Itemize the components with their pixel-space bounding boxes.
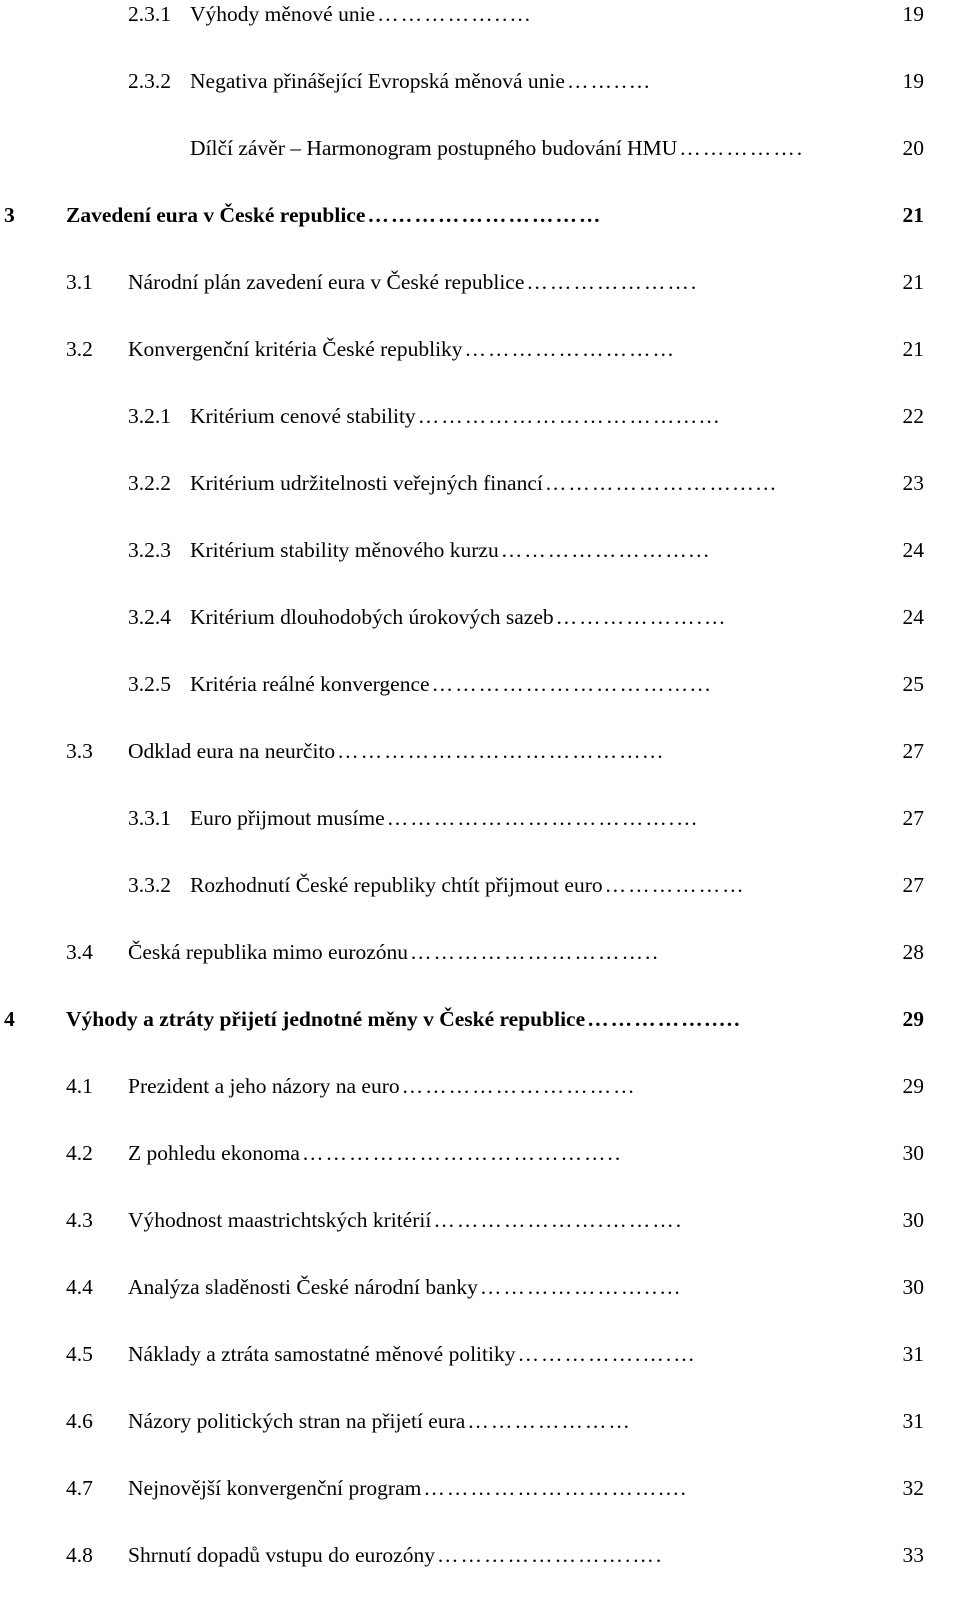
toc-entry-page: 21 [902,337,924,361]
toc-entry-number: 3.2.2 [128,471,171,495]
toc-entry-page: 19 [902,69,924,93]
toc-entry-title: Analýza sladěnosti České národní banky [128,1275,478,1299]
toc-entry-leader: ………………………………….. [301,1141,623,1165]
toc-entry-leader: …………………. [526,270,699,294]
toc-entry-title: Odklad eura na neurčito [128,739,336,763]
toc-entry-page: 24 [902,538,924,562]
toc-entry-page: 30 [902,1141,924,1165]
toc-entry-title: Shrnutí dopadů vstupu do eurozóny [128,1543,435,1567]
toc-entry-number: 3.2.5 [128,672,171,696]
toc-entry-title: Konvergenční kritéria České republiky [128,337,463,361]
toc-entry-page: 20 [902,136,924,160]
toc-entry-page: 27 [902,806,924,830]
toc-entry [0,1535,960,1575]
toc-entry-title: Prezident a jeho názory na euro [128,1074,400,1098]
toc-entry-title: Negativa přinášející Evropská měnová unie [190,69,565,93]
toc-entry-leader: ………………….………. [433,1208,684,1232]
toc-entry-title: Rozhodnutí České republiky chtít přijmout euro [190,873,603,897]
toc-entry-leader: ………………………….. [410,940,660,964]
toc-entry-title: Národní plán zavedení eura v České republice [128,270,525,294]
toc-entry [0,0,960,34]
toc-entry-title: Kritérium cenové stability [190,404,416,428]
toc-entry-title: Názory politických stran na přijetí eura [128,1409,466,1433]
toc-entry-leader: ……………………………...… [417,404,722,428]
toc-entry [0,128,960,168]
toc-entry-number: 4.2 [66,1141,93,1165]
toc-entry-leader: ……..… [566,69,653,93]
toc-entry [0,999,960,1039]
toc-entry-title: Náklady a ztráta samostatné měnové politiky [128,1342,516,1366]
toc-entry [0,1267,960,1307]
toc-entry-leader: …………….….… [517,1342,697,1366]
toc-entry-page: 32 [902,1476,924,1500]
toc-entry [0,61,960,101]
toc-entry-number: 4.5 [66,1342,93,1366]
toc-entry-leader: ……………………...… [544,471,779,495]
toc-entry [0,1401,960,1441]
toc-entry-page: 24 [902,605,924,629]
toc-entry-number: 2.3.2 [128,69,171,93]
toc-entry [0,865,960,905]
toc-entry-number: 3.4 [66,940,93,964]
toc-entry [0,463,960,503]
toc-entry-number: 3.1 [66,270,93,294]
toc-entry-page: 23 [902,471,924,495]
toc-entry [0,1334,960,1374]
toc-entry-leader: ……………………… [464,337,677,361]
toc-entry-page: 25 [902,672,924,696]
toc-entry-number: 4.3 [66,1208,93,1232]
toc-entry [0,195,960,235]
toc-entry-page: 29 [902,1074,924,1098]
toc-entry-number: 4.7 [66,1476,93,1500]
toc-entry [0,798,960,838]
toc-entry [0,1468,960,1508]
toc-entry-number: 4.4 [66,1275,93,1299]
toc-entry-leader: …………………….…. [436,1543,664,1567]
toc-entry-page: 27 [902,739,924,763]
toc-entry-page: 31 [902,1342,924,1366]
toc-entry-leader: ………………………… [401,1074,637,1098]
toc-entry-number: 4.8 [66,1543,93,1567]
toc-entry-leader: …………………..… [479,1275,683,1299]
toc-entry-page: 30 [902,1275,924,1299]
toc-entry-leader: ……………… [604,873,746,897]
toc-entry-leader: ……………………………….… [386,806,700,830]
toc-entry-title: Výhody měnové unie [190,2,376,26]
toc-entry-title: Česká republika mimo eurozónu [128,940,409,964]
toc-entry-leader: ……………………………... [431,672,713,696]
toc-entry-page: 29 [902,1007,924,1031]
toc-entry-leader: ……………. [679,136,805,160]
toc-entry-number: 4 [4,1007,15,1031]
toc-entry-title: Z pohledu ekonoma [128,1141,300,1165]
toc-entry-leader: …………………………………... [337,739,665,763]
toc-entry-number: 3 [4,203,15,227]
toc-entry-title: Kritérium dlouhodobých úrokových sazeb [190,605,554,629]
toc-entry-number: 3.3.1 [128,806,171,830]
toc-entry-leader: ………………………….... [423,1476,688,1500]
toc-entry-page: 22 [902,404,924,428]
toc-entry-title: Kritérium udržitelnosti veřejných financí [190,471,543,495]
toc-entry [0,731,960,771]
toc-entry [0,597,960,637]
toc-entry [0,932,960,972]
toc-entry-number: 3.3.2 [128,873,171,897]
toc-entry-page: 19 [902,2,924,26]
toc-entry-page: 30 [902,1208,924,1232]
toc-entry [0,530,960,570]
toc-entry-leader: ………………… [467,1409,632,1433]
toc-entry-number: 2.3.1 [128,2,171,26]
toc-entry-number: 3.2.4 [128,605,171,629]
toc-entry-page: 28 [902,940,924,964]
toc-entry [0,1133,960,1173]
toc-entry-leader: ……………….… [555,605,728,629]
toc-entry-title: Dílčí závěr – Harmonogram postupného budování HMU [190,136,678,160]
toc-entry-page: 31 [902,1409,924,1433]
toc-entry-title: Kritéria reálné konvergence [190,672,430,696]
toc-entry-title: Euro přijmout musíme [190,806,385,830]
toc-entry [0,396,960,436]
toc-entry [0,262,960,302]
toc-entry-title: Nejnovější konvergenční program [128,1476,422,1500]
toc-entry [0,664,960,704]
toc-entry-number: 4.6 [66,1409,93,1433]
toc-entry-leader: ……………..… [377,2,533,26]
toc-entry [0,1066,960,1106]
toc-entry-page: 21 [902,203,924,227]
toc-entry-page: 27 [902,873,924,897]
toc-entry-page: 21 [902,270,924,294]
toc-entry-number: 3.2.1 [128,404,171,428]
toc-entry [0,1200,960,1240]
toc-entry-title: Zavedení eura v České republice [66,203,366,227]
toc-entry-leader: ………………………… [367,203,603,227]
toc-entry-number: 3.2 [66,337,93,361]
toc-entry-number: 3.3 [66,739,93,763]
toc-entry-leader: ……………………... [500,538,711,562]
toc-entry [0,329,960,369]
toc-entry-page: 33 [902,1543,924,1567]
toc-entry-number: 3.2.3 [128,538,171,562]
toc-entry-title: Výhody a ztráty přijetí jednotné měny v České republice [66,1007,586,1031]
toc-entry-title: Kritérium stability měnového kurzu [190,538,499,562]
toc-entry-title: Výhodnost maastrichtských kritérií [128,1208,432,1232]
toc-entry-leader: ……………..... [587,1007,742,1031]
toc-entry-number: 4.1 [66,1074,93,1098]
